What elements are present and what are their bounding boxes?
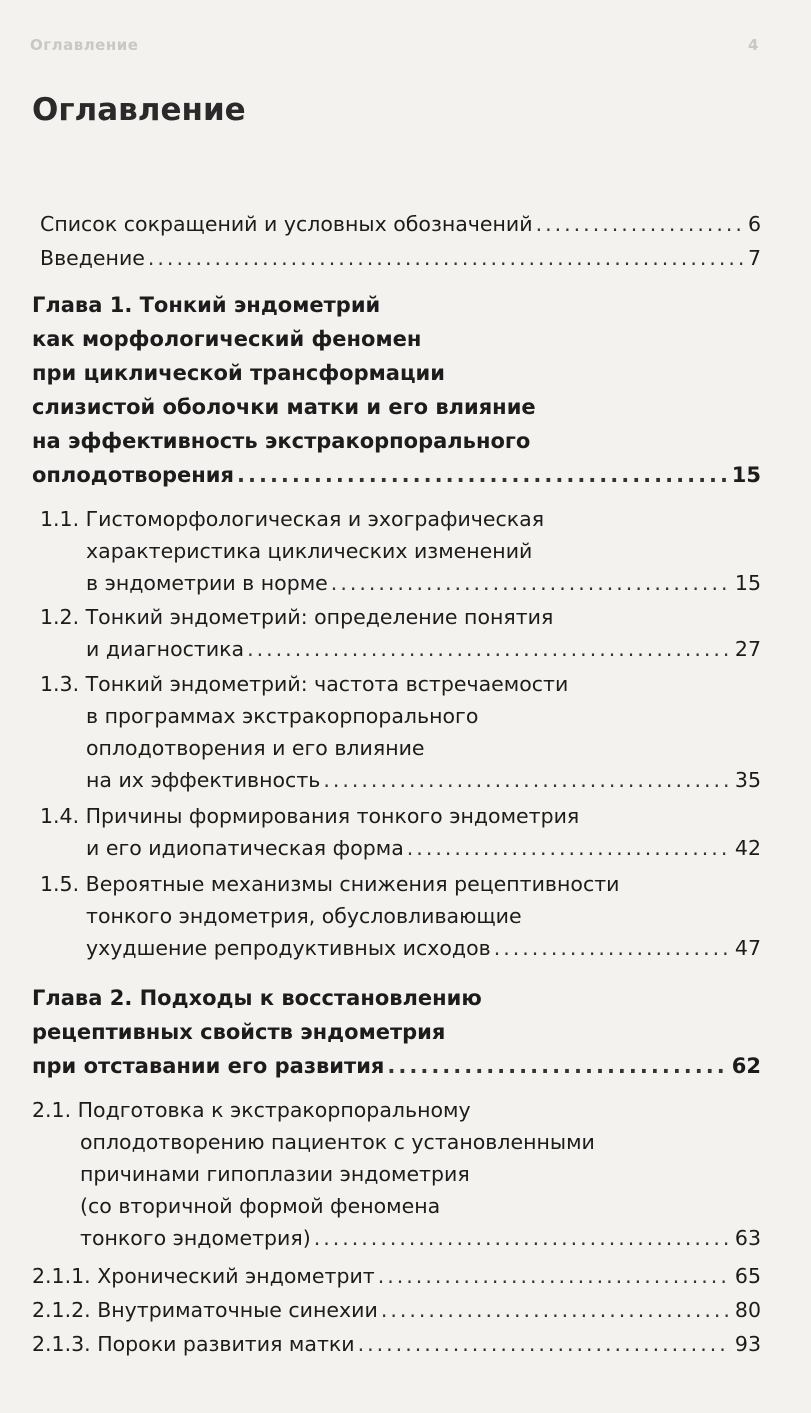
toc-entry-text: при отставании его развития xyxy=(32,1054,385,1078)
toc-page-number: 63 xyxy=(734,1226,761,1250)
toc-entry-text: 1.3. Тонкий эндометрий: частота встречаемости xyxy=(40,672,569,696)
toc-entry-text: 1.4. Причины формирования тонкого эндометрия xyxy=(40,804,580,828)
toc-entry-text: Глава 1. Тонкий эндометрий xyxy=(32,293,381,317)
toc-entry-text: и его идиопатическая форма xyxy=(86,836,404,860)
toc-page-number: 7 xyxy=(747,246,761,270)
leader-dots xyxy=(331,567,731,599)
toc-entry-text: Глава 2. Подходы к восстановлению xyxy=(32,986,482,1010)
toc-page-number: 42 xyxy=(734,836,761,860)
toc-entry-text: на их эффективность xyxy=(86,768,321,792)
toc-page-number: 65 xyxy=(734,1264,761,1288)
toc-entry-text: 2.1. Подготовка к экстракорпоральному xyxy=(32,1098,471,1122)
toc-page-number: 35 xyxy=(734,768,761,792)
toc-entry-1-4[interactable] xyxy=(40,800,761,864)
toc-entry-text: и диагностика xyxy=(86,637,245,661)
leader-dots xyxy=(358,1328,731,1360)
toc-entry-chapter-2[interactable] xyxy=(32,981,761,1083)
toc-title: Оглавление xyxy=(32,92,246,128)
toc-page-number: 6 xyxy=(747,212,761,236)
toc-entry-1-1[interactable] xyxy=(40,503,761,599)
toc-entry-text: в эндометрии в норме xyxy=(86,571,328,595)
toc-entry-text: 1.5. Вероятные механизмы снижения рецептивности xyxy=(40,872,620,896)
leader-dots xyxy=(381,1294,731,1326)
leader-dots xyxy=(536,208,744,240)
toc-entry-text: как морфологический феномен xyxy=(32,327,422,351)
toc-entry-2-1-1[interactable] xyxy=(32,1260,761,1292)
toc-entry-text: тонкого эндометрия) xyxy=(80,1226,311,1250)
toc-entry-chapter-1[interactable] xyxy=(32,288,761,492)
leader-dots xyxy=(378,1260,731,1292)
toc-entry-abbreviations[interactable] xyxy=(40,208,761,240)
toc-entry-2-1[interactable] xyxy=(32,1094,761,1254)
leader-dots xyxy=(494,932,731,964)
toc-page-number: 93 xyxy=(734,1332,761,1356)
toc-entry-text: 1.2. Тонкий эндометрий: определение понятия xyxy=(40,605,554,629)
toc-page-number: 15 xyxy=(731,463,761,487)
toc-entry-text: Введение xyxy=(40,246,145,270)
toc-entry-text: ухудшение репродуктивных исходов xyxy=(86,936,491,960)
running-header: Оглавление xyxy=(30,36,139,54)
toc-entry-text: на эффективность экстракорпорального xyxy=(32,429,531,453)
leader-dots xyxy=(237,458,728,492)
toc-entry-text: (со вторичной формой феномена xyxy=(80,1194,441,1218)
toc-entry-1-2[interactable] xyxy=(40,601,761,665)
toc-entry-text: рецептивных свойств эндометрия xyxy=(32,1020,446,1044)
toc-entry-text: оплодотворения xyxy=(32,463,235,487)
leader-dots xyxy=(407,832,731,864)
toc-entry-text: 1.1. Гистоморфологическая и эхографическая xyxy=(40,507,545,531)
leader-dots xyxy=(148,242,744,274)
toc-entry-text: 2.1.3. Пороки развития матки xyxy=(32,1332,355,1356)
leader-dots xyxy=(314,1222,731,1254)
toc-entry-text: 2.1.1. Хронический эндометрит xyxy=(32,1264,375,1288)
toc-entry-text: при циклической трансформации xyxy=(32,361,445,385)
toc-entry-text: оплодотворению пациенток с установленными xyxy=(80,1130,595,1154)
toc-entry-text: 2.1.2. Внутриматочные синехии xyxy=(32,1298,378,1322)
toc-entry-text: тонкого эндометрия, обусловливающие xyxy=(86,904,522,928)
toc-entry-2-1-3[interactable] xyxy=(32,1328,761,1360)
toc-entry-1-3[interactable] xyxy=(40,668,761,796)
toc-page-number: 47 xyxy=(734,936,761,960)
toc-entry-1-5[interactable] xyxy=(40,868,761,964)
toc-entry-text: слизистой оболочки матки и его влияние xyxy=(32,395,536,419)
toc-entry-text: характеристика циклических изменений xyxy=(86,539,533,563)
page-marker: 4 xyxy=(748,36,759,54)
leader-dots xyxy=(323,764,731,796)
toc-entry-text: причинами гипоплазии эндометрия xyxy=(80,1162,470,1186)
toc-page-number: 62 xyxy=(731,1054,761,1078)
toc-page-number: 27 xyxy=(734,637,761,661)
toc-page-number: 80 xyxy=(734,1298,761,1322)
toc-entry-text: оплодотворения и его влияние xyxy=(86,736,425,760)
leader-dots xyxy=(247,633,731,665)
toc-entry-text: Список сокращений и условных обозначений xyxy=(40,212,533,236)
leader-dots xyxy=(387,1049,727,1083)
toc-entry-2-1-2[interactable] xyxy=(32,1294,761,1326)
toc-entry-text: в программах экстракорпорального xyxy=(86,704,479,728)
toc-entry-introduction[interactable] xyxy=(40,242,761,274)
toc-page-number: 15 xyxy=(734,571,761,595)
